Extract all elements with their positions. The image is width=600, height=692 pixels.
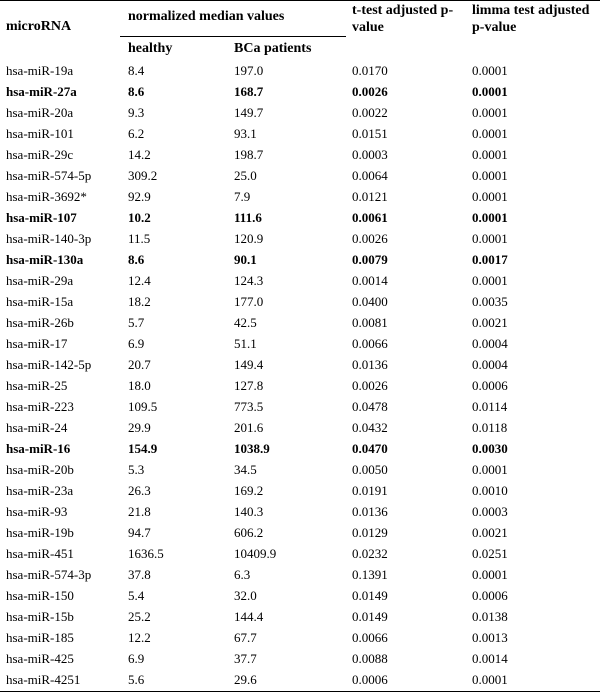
cell-ttest-pvalue: 0.0136 xyxy=(352,356,388,372)
table-row xyxy=(0,438,600,459)
table-row xyxy=(0,333,600,354)
cell-healthy: 6.9 xyxy=(128,335,145,351)
cell-limma-pvalue: 0.0001 xyxy=(472,146,508,162)
cell-bca-patients: 201.6 xyxy=(234,419,264,435)
cell-microrna: hsa-miR-17 xyxy=(6,335,68,351)
cell-limma-pvalue: 0.0006 xyxy=(472,587,508,603)
cell-healthy: 92.9 xyxy=(128,188,151,204)
cell-healthy: 154.9 xyxy=(128,440,158,456)
cell-microrna: hsa-miR-185 xyxy=(6,629,74,645)
cell-limma-pvalue: 0.0021 xyxy=(472,314,508,330)
cell-healthy: 12.2 xyxy=(128,629,151,645)
cell-bca-patients: 6.3 xyxy=(234,566,251,582)
cell-limma-pvalue: 0.0114 xyxy=(472,398,508,414)
cell-limma-pvalue: 0.0006 xyxy=(472,377,508,393)
cell-microrna: hsa-miR-4251 xyxy=(6,671,81,687)
cell-microrna: hsa-miR-15b xyxy=(6,608,74,624)
cell-bca-patients: 90.1 xyxy=(234,251,257,267)
cell-healthy: 18.2 xyxy=(128,293,151,309)
cell-microrna: hsa-miR-142-5p xyxy=(6,356,92,372)
cell-bca-patients: 111.6 xyxy=(234,209,262,225)
cell-ttest-pvalue: 0.0003 xyxy=(352,146,388,162)
cell-bca-patients: 7.9 xyxy=(234,188,251,204)
cell-limma-pvalue: 0.0001 xyxy=(472,188,508,204)
cell-limma-pvalue: 0.0003 xyxy=(472,503,508,519)
cell-healthy: 29.9 xyxy=(128,419,151,435)
cell-limma-pvalue: 0.0004 xyxy=(472,335,508,351)
header-microrna: microRNA xyxy=(6,19,72,34)
table-row xyxy=(0,459,600,480)
table-row xyxy=(0,228,600,249)
cell-bca-patients: 168.7 xyxy=(234,83,264,99)
table-row xyxy=(0,123,600,144)
table-row xyxy=(0,648,600,669)
cell-microrna: hsa-miR-19a xyxy=(6,62,74,78)
cell-healthy: 8.6 xyxy=(128,83,145,99)
cell-healthy: 6.2 xyxy=(128,125,145,141)
cell-ttest-pvalue: 0.0129 xyxy=(352,524,388,540)
cell-bca-patients: 67.7 xyxy=(234,629,257,645)
cell-ttest-pvalue: 0.0088 xyxy=(352,650,388,666)
cell-healthy: 309.2 xyxy=(128,167,158,183)
cell-ttest-pvalue: 0.0478 xyxy=(352,398,388,414)
table-row xyxy=(0,270,600,291)
cell-limma-pvalue: 0.0001 xyxy=(472,566,508,582)
cell-healthy: 21.8 xyxy=(128,503,151,519)
cell-healthy: 20.7 xyxy=(128,356,151,372)
header-healthy: healthy xyxy=(128,41,173,56)
header-group-rule xyxy=(120,36,346,37)
cell-ttest-pvalue: 0.0149 xyxy=(352,608,388,624)
cell-healthy: 25.2 xyxy=(128,608,151,624)
cell-bca-patients: 127.8 xyxy=(234,377,264,393)
cell-limma-pvalue: 0.0030 xyxy=(472,440,508,456)
cell-ttest-pvalue: 0.0170 xyxy=(352,62,388,78)
cell-healthy: 5.3 xyxy=(128,461,145,477)
table-row xyxy=(0,606,600,627)
cell-bca-patients: 140.3 xyxy=(234,503,264,519)
table-row xyxy=(0,417,600,438)
cell-ttest-pvalue: 0.0149 xyxy=(352,587,388,603)
cell-ttest-pvalue: 0.0014 xyxy=(352,272,388,288)
cell-microrna: hsa-miR-140-3p xyxy=(6,230,92,246)
cell-microrna: hsa-miR-574-3p xyxy=(6,566,92,582)
cell-healthy: 1636.5 xyxy=(128,545,164,561)
cell-limma-pvalue: 0.0138 xyxy=(472,608,508,624)
cell-microrna: hsa-miR-19b xyxy=(6,524,74,540)
cell-microrna: hsa-miR-130a xyxy=(6,251,84,267)
cell-ttest-pvalue: 0.0006 xyxy=(352,671,388,687)
cell-limma-pvalue: 0.0014 xyxy=(472,650,508,666)
table-row xyxy=(0,186,600,207)
cell-limma-pvalue: 0.0001 xyxy=(472,125,508,141)
table-row xyxy=(0,144,600,165)
cell-bca-patients: 149.7 xyxy=(234,104,264,120)
cell-ttest-pvalue: 0.0061 xyxy=(352,209,388,225)
table-row xyxy=(0,564,600,585)
cell-healthy: 8.4 xyxy=(128,62,145,78)
cell-microrna: hsa-miR-26b xyxy=(6,314,74,330)
cell-ttest-pvalue: 0.0136 xyxy=(352,503,388,519)
cell-bca-patients: 606.2 xyxy=(234,524,264,540)
cell-bca-patients: 177.0 xyxy=(234,293,264,309)
table-row xyxy=(0,312,600,333)
cell-limma-pvalue: 0.0021 xyxy=(472,524,508,540)
cell-bca-patients: 773.5 xyxy=(234,398,264,414)
table-row xyxy=(0,60,600,81)
cell-limma-pvalue: 0.0001 xyxy=(472,104,508,120)
table-row xyxy=(0,396,600,417)
cell-microrna: hsa-miR-93 xyxy=(6,503,68,519)
cell-healthy: 11.5 xyxy=(128,230,151,246)
cell-ttest-pvalue: 0.0026 xyxy=(352,83,388,99)
cell-ttest-pvalue: 0.0081 xyxy=(352,314,388,330)
cell-bca-patients: 93.1 xyxy=(234,125,257,141)
table-row xyxy=(0,249,600,270)
table-row xyxy=(0,102,600,123)
table-row xyxy=(0,522,600,543)
table-row xyxy=(0,627,600,648)
cell-ttest-pvalue: 0.0432 xyxy=(352,419,388,435)
table-row xyxy=(0,81,600,102)
cell-ttest-pvalue: 0.0151 xyxy=(352,125,388,141)
cell-healthy: 6.9 xyxy=(128,650,145,666)
table-row xyxy=(0,165,600,186)
cell-limma-pvalue: 0.0118 xyxy=(472,419,508,435)
table-row xyxy=(0,480,600,501)
cell-microrna: hsa-miR-15a xyxy=(6,293,74,309)
table-row xyxy=(0,207,600,228)
cell-microrna: hsa-miR-27a xyxy=(6,83,77,99)
cell-bca-patients: 34.5 xyxy=(234,461,257,477)
cell-limma-pvalue: 0.0017 xyxy=(472,251,508,267)
cell-limma-pvalue: 0.0251 xyxy=(472,545,508,561)
cell-healthy: 12.4 xyxy=(128,272,151,288)
cell-limma-pvalue: 0.0001 xyxy=(472,62,508,78)
cell-bca-patients: 198.7 xyxy=(234,146,264,162)
cell-ttest-pvalue: 0.0066 xyxy=(352,335,388,351)
cell-ttest-pvalue: 0.0066 xyxy=(352,629,388,645)
header-limma-pvalue: limma test adjusted p-value xyxy=(472,3,590,35)
cell-microrna: hsa-miR-107 xyxy=(6,209,77,225)
cell-healthy: 8.6 xyxy=(128,251,145,267)
table-top-rule xyxy=(0,0,600,1)
cell-microrna: hsa-miR-150 xyxy=(6,587,74,603)
header-normalized-median-values: normalized median values xyxy=(128,9,285,24)
cell-bca-patients: 1038.9 xyxy=(234,440,270,456)
cell-healthy: 109.5 xyxy=(128,398,158,414)
cell-bca-patients: 32.0 xyxy=(234,587,257,603)
cell-ttest-pvalue: 0.1391 xyxy=(352,566,388,582)
cell-healthy: 5.4 xyxy=(128,587,145,603)
cell-microrna: hsa-miR-451 xyxy=(6,545,74,561)
cell-bca-patients: 124.3 xyxy=(234,272,264,288)
cell-microrna: hsa-miR-574-5p xyxy=(6,167,92,183)
cell-ttest-pvalue: 0.0121 xyxy=(352,188,388,204)
cell-microrna: hsa-miR-223 xyxy=(6,398,74,414)
cell-microrna: hsa-miR-24 xyxy=(6,419,68,435)
cell-healthy: 37.8 xyxy=(128,566,151,582)
cell-ttest-pvalue: 0.0079 xyxy=(352,251,388,267)
header-ttest-pvalue: t-test adjusted p-value xyxy=(352,3,454,35)
cell-microrna: hsa-miR-20a xyxy=(6,104,74,120)
cell-ttest-pvalue: 0.0191 xyxy=(352,482,388,498)
cell-bca-patients: 144.4 xyxy=(234,608,264,624)
cell-microrna: hsa-miR-25 xyxy=(6,377,68,393)
table-body xyxy=(0,60,600,690)
table-row xyxy=(0,585,600,606)
cell-microrna: hsa-miR-425 xyxy=(6,650,74,666)
cell-microrna: hsa-miR-29a xyxy=(6,272,74,288)
cell-bca-patients: 25.0 xyxy=(234,167,257,183)
cell-bca-patients: 10409.9 xyxy=(234,545,277,561)
cell-healthy: 94.7 xyxy=(128,524,151,540)
cell-limma-pvalue: 0.0001 xyxy=(472,209,508,225)
table-row xyxy=(0,669,600,690)
cell-microrna: hsa-miR-20b xyxy=(6,461,74,477)
cell-ttest-pvalue: 0.0470 xyxy=(352,440,388,456)
cell-limma-pvalue: 0.0001 xyxy=(472,272,508,288)
cell-ttest-pvalue: 0.0400 xyxy=(352,293,388,309)
cell-microrna: hsa-miR-101 xyxy=(6,125,74,141)
cell-healthy: 5.7 xyxy=(128,314,145,330)
cell-healthy: 18.0 xyxy=(128,377,151,393)
cell-microrna: hsa-miR-29c xyxy=(6,146,74,162)
cell-healthy: 9.3 xyxy=(128,104,145,120)
cell-limma-pvalue: 0.0013 xyxy=(472,629,508,645)
cell-bca-patients: 197.0 xyxy=(234,62,264,78)
cell-limma-pvalue: 0.0001 xyxy=(472,671,508,687)
table-row xyxy=(0,543,600,564)
cell-limma-pvalue: 0.0001 xyxy=(472,167,508,183)
cell-bca-patients: 169.2 xyxy=(234,482,264,498)
cell-healthy: 10.2 xyxy=(128,209,151,225)
cell-ttest-pvalue: 0.0026 xyxy=(352,230,388,246)
table-row xyxy=(0,501,600,522)
cell-bca-patients: 42.5 xyxy=(234,314,257,330)
cell-bca-patients: 120.9 xyxy=(234,230,264,246)
cell-ttest-pvalue: 0.0050 xyxy=(352,461,388,477)
cell-limma-pvalue: 0.0001 xyxy=(472,230,508,246)
cell-microrna: hsa-miR-16 xyxy=(6,440,71,456)
table-row xyxy=(0,354,600,375)
cell-ttest-pvalue: 0.0022 xyxy=(352,104,388,120)
header-bca-patients: BCa patients xyxy=(234,41,312,56)
cell-limma-pvalue: 0.0001 xyxy=(472,83,508,99)
cell-microrna: hsa-miR-23a xyxy=(6,482,74,498)
cell-ttest-pvalue: 0.0064 xyxy=(352,167,388,183)
cell-bca-patients: 51.1 xyxy=(234,335,257,351)
cell-bca-patients: 29.6 xyxy=(234,671,257,687)
cell-limma-pvalue: 0.0001 xyxy=(472,461,508,477)
table-row xyxy=(0,375,600,396)
cell-limma-pvalue: 0.0004 xyxy=(472,356,508,372)
table-row xyxy=(0,291,600,312)
cell-bca-patients: 149.4 xyxy=(234,356,264,372)
cell-healthy: 26.3 xyxy=(128,482,151,498)
cell-ttest-pvalue: 0.0026 xyxy=(352,377,388,393)
cell-microrna: hsa-miR-3692* xyxy=(6,188,87,204)
cell-ttest-pvalue: 0.0232 xyxy=(352,545,388,561)
cell-bca-patients: 37.7 xyxy=(234,650,257,666)
cell-healthy: 14.2 xyxy=(128,146,151,162)
cell-limma-pvalue: 0.0010 xyxy=(472,482,508,498)
cell-limma-pvalue: 0.0035 xyxy=(472,293,508,309)
cell-healthy: 5.6 xyxy=(128,671,145,687)
